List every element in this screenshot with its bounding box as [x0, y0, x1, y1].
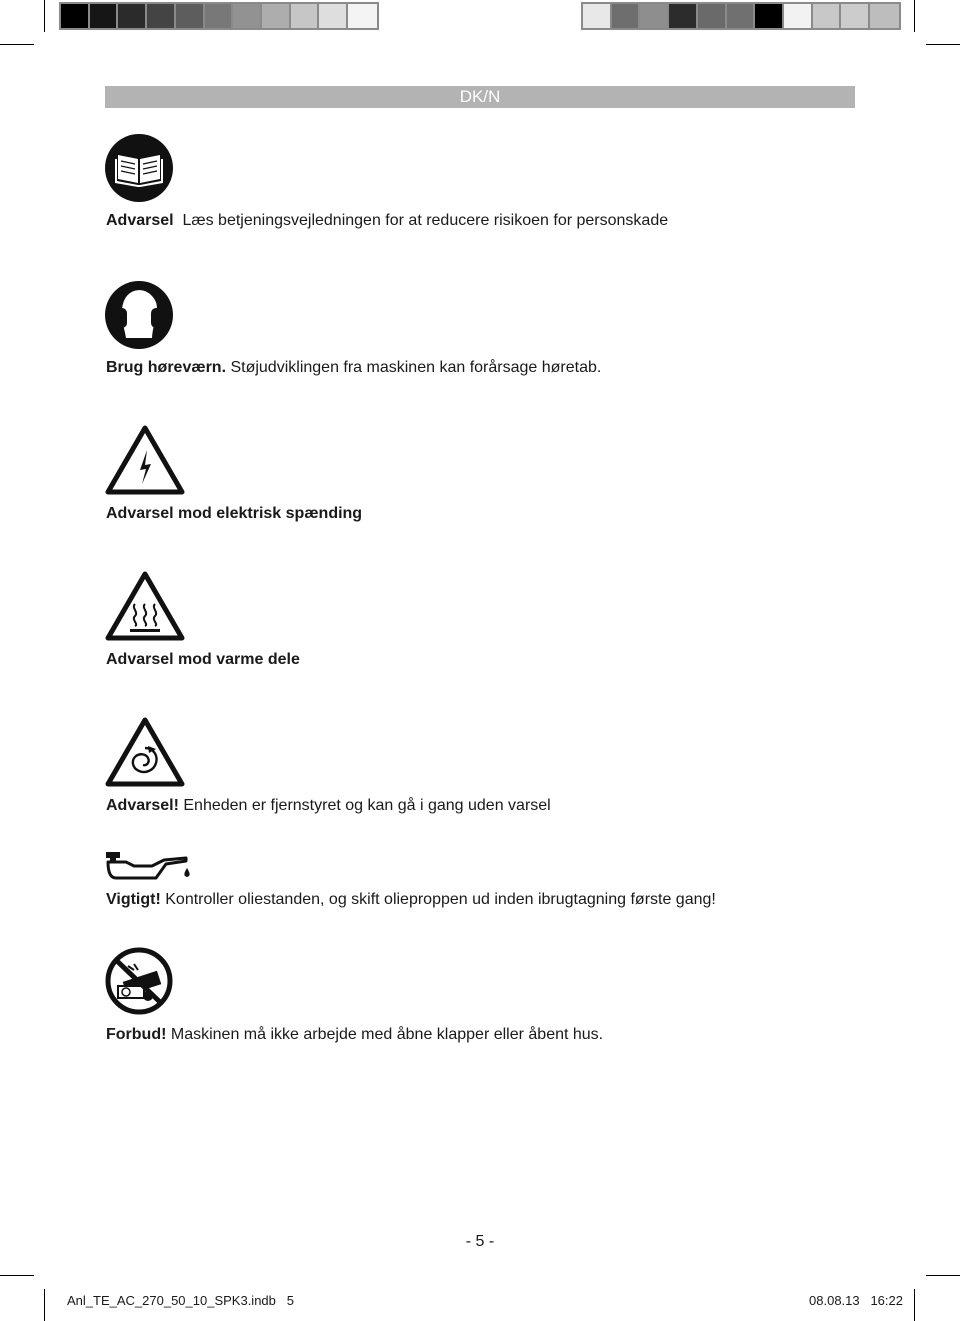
- color-swatch: [90, 4, 119, 28]
- color-swatch: [319, 4, 348, 28]
- page-number: - 5 -: [465, 1233, 495, 1250]
- color-swatch: [612, 4, 641, 28]
- oil-can-icon: [104, 848, 194, 891]
- warning-no-open-covers: [106, 1026, 603, 1044]
- color-swatch: [583, 4, 612, 28]
- footer-timestamp: 08.08.13 16:22: [809, 1293, 903, 1308]
- crop-mark: [914, 0, 915, 32]
- color-swatch: [61, 4, 90, 28]
- warning-label: Advarsel: [106, 212, 174, 229]
- color-swatch: [233, 4, 262, 28]
- color-swatch: [118, 4, 147, 28]
- warning-label: Advarsel mod elektrisk spænding: [106, 505, 363, 522]
- warning-text: Kontroller oliestanden, og skift olieproppen ud inden ibrugtagning første gang!: [160, 891, 716, 908]
- color-swatch: [348, 4, 377, 28]
- color-swatch: [176, 4, 205, 28]
- warning-hot-surface: [106, 651, 300, 669]
- color-swatch: [841, 4, 870, 28]
- crop-mark: [0, 44, 34, 45]
- color-swatch: [698, 4, 727, 28]
- color-swatch: [669, 4, 698, 28]
- warning-label: Advarsel mod varme dele: [106, 651, 300, 668]
- hot-surface-icon: [104, 570, 186, 647]
- warning-text: Maskinen må ikke arbejde med åbne klapper eller åbent hus.: [166, 1026, 604, 1043]
- color-swatch: [640, 4, 669, 28]
- read-manual-icon: [104, 133, 174, 208]
- warning-label: Forbud!: [106, 1026, 167, 1043]
- crop-mark: [926, 1275, 960, 1276]
- warning-label: Vigtigt!: [106, 891, 161, 908]
- warning-oil: [106, 891, 716, 909]
- crop-mark: [44, 1289, 45, 1321]
- footer-filename: Anl_TE_AC_270_50_10_SPK3.indb 5: [67, 1293, 294, 1308]
- electric-hazard-icon: [104, 424, 186, 501]
- color-swatch: [870, 4, 899, 28]
- color-swatch: [147, 4, 176, 28]
- ear-protection-icon: [104, 280, 174, 355]
- language-header: DK/N: [105, 86, 855, 108]
- color-swatch: [291, 4, 320, 28]
- color-swatch: [727, 4, 756, 28]
- warning-electric: [106, 505, 362, 523]
- color-calibration-bar-right: [581, 2, 901, 30]
- warning-automatic-start: [106, 797, 551, 815]
- warning-text: Læs betjeningsvejledningen for at reducere risikoen for personskade: [173, 212, 669, 229]
- warning-text: Støjudviklingen fra maskinen kan forårsage høretab.: [226, 359, 602, 376]
- no-open-covers-icon: [104, 946, 174, 1021]
- warning-text: Enheden er fjernstyret og kan gå i gang uden varsel: [178, 797, 551, 814]
- crop-mark: [0, 1275, 34, 1276]
- warning-label: Advarsel!: [106, 797, 179, 814]
- color-swatch: [262, 4, 291, 28]
- automatic-start-icon: [104, 716, 186, 793]
- crop-mark: [44, 0, 45, 32]
- warning-label: Brug høreværn.: [106, 359, 227, 376]
- color-swatch: [813, 4, 842, 28]
- color-swatch: [755, 4, 784, 28]
- crop-mark: [926, 44, 960, 45]
- warning-read-manual: [106, 212, 668, 230]
- color-calibration-bar-left: [59, 2, 379, 30]
- color-swatch: [205, 4, 234, 28]
- warning-ear-protection: [106, 359, 601, 377]
- color-swatch: [784, 4, 813, 28]
- crop-mark: [914, 1289, 915, 1321]
